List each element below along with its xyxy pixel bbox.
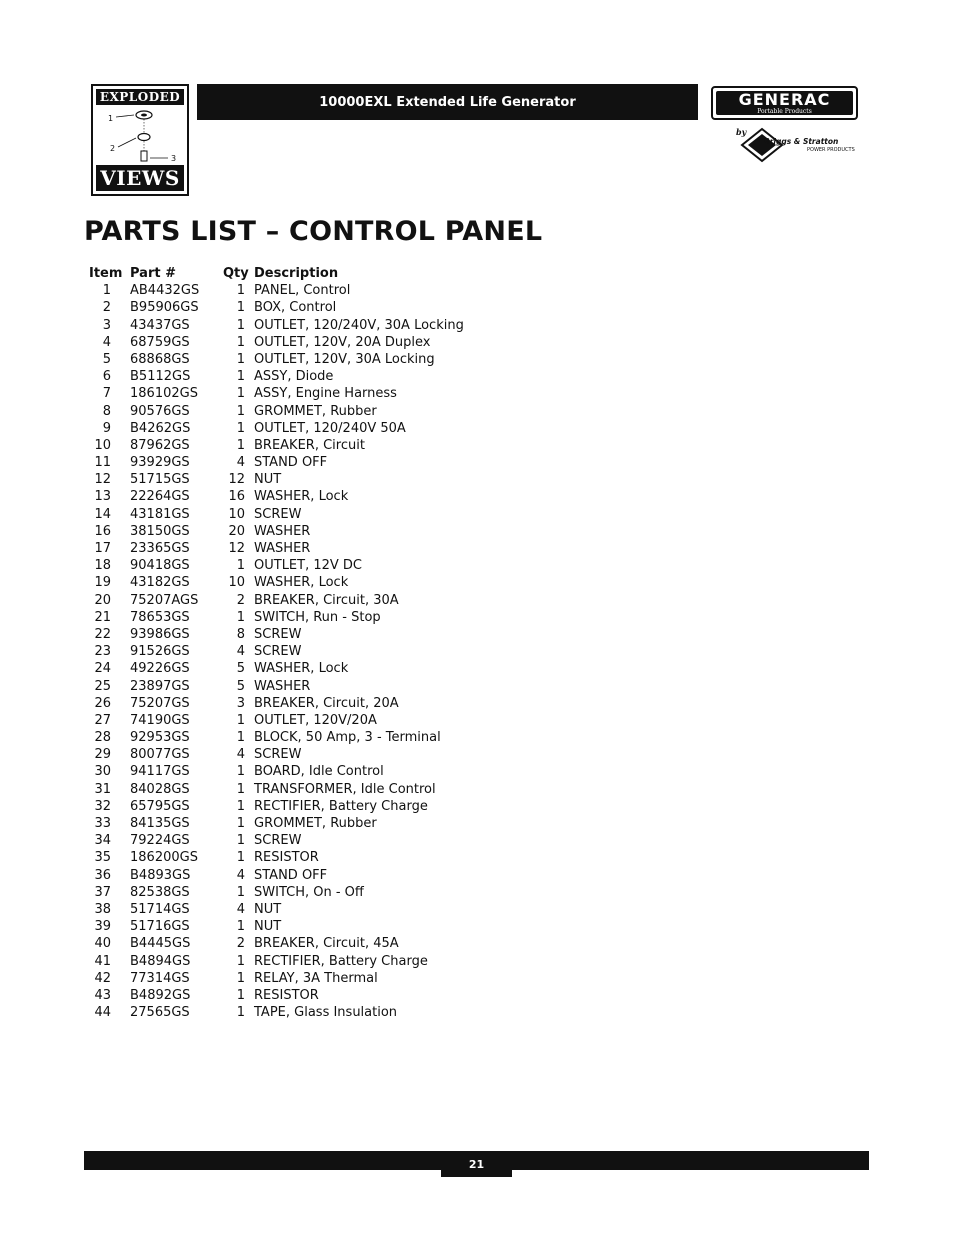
part-number: 94117GS <box>130 764 190 780</box>
part-number: B4445GS <box>130 936 191 952</box>
part-number: 43182GS <box>130 575 190 591</box>
badge-top-word: EXPLODED <box>96 89 184 105</box>
description: OUTLET, 120V/20A <box>254 712 377 728</box>
quantity: 1 <box>236 730 245 746</box>
exploded-diagram-icon <box>96 107 184 167</box>
description: BREAKER, Circuit <box>254 437 365 453</box>
item-number: 30 <box>94 764 111 780</box>
part-number: B95906GS <box>130 300 199 316</box>
item-number: 24 <box>94 661 111 677</box>
item-number: 18 <box>94 558 111 574</box>
item-number: 5 <box>102 351 111 367</box>
description: OUTLET, 120/240V, 30A Locking <box>254 317 464 333</box>
item-number: 27 <box>94 712 111 728</box>
part-number: 93929GS <box>130 455 190 471</box>
description: WASHER, Lock <box>254 661 349 677</box>
quantity: 1 <box>236 970 245 986</box>
description: WASHER <box>254 523 311 539</box>
item-number: 16 <box>94 523 111 539</box>
part-number: 43437GS <box>130 317 190 333</box>
quantity: 12 <box>228 541 245 556</box>
item-number: 13 <box>94 489 111 505</box>
item-number: 44 <box>94 1005 111 1021</box>
item-number: 34 <box>94 833 111 849</box>
quantity: 2 <box>236 592 245 608</box>
part-number: 51715GS <box>130 472 190 488</box>
item-number: 10 <box>94 437 111 453</box>
logo-sub: Portable Products <box>757 108 812 115</box>
description: ASSY, Engine Harness <box>254 386 397 402</box>
part-number: 75207GS <box>130 695 190 711</box>
part-number: 49226GS <box>130 661 190 677</box>
header-qty: Qty <box>223 266 249 281</box>
quantity: 1 <box>236 919 245 935</box>
quantity: 10 <box>228 506 245 522</box>
item-number: 4 <box>102 334 111 350</box>
quantity: 5 <box>236 678 245 694</box>
description: WASHER <box>254 678 311 694</box>
part-number: 51716GS <box>130 919 190 935</box>
item-number: 32 <box>94 798 111 814</box>
item-number: 42 <box>94 970 111 986</box>
part-number: 90418GS <box>130 558 190 574</box>
part-number: 93986GS <box>130 626 190 642</box>
quantity: 3 <box>236 695 245 711</box>
part-number: 186200GS <box>130 850 198 866</box>
item-number: 28 <box>94 730 111 746</box>
description: OUTLET, 12V DC <box>254 558 363 574</box>
quantity: 1 <box>236 798 245 814</box>
logo-by: by <box>736 127 747 137</box>
quantity: 1 <box>236 816 245 831</box>
item-number: 38 <box>94 901 111 917</box>
quantity: 1 <box>236 884 245 900</box>
description: BLOCK, 50 Amp, 3 - Terminal <box>254 730 441 746</box>
description: RECTIFIER, Battery Charge <box>254 953 428 969</box>
description: OUTLET, 120V, 30A Locking <box>254 351 435 367</box>
item-number: 43 <box>94 987 111 1003</box>
quantity: 1 <box>236 420 245 436</box>
description: SCREW <box>254 833 302 849</box>
item-number: 23 <box>94 644 111 660</box>
item-number: 14 <box>94 506 111 522</box>
description: SCREW <box>254 506 302 522</box>
part-number: 51714GS <box>130 901 190 917</box>
description: SCREW <box>254 626 302 642</box>
item-number: 31 <box>94 781 111 797</box>
part-number: 22264GS <box>130 489 190 505</box>
quantity: 1 <box>236 609 245 625</box>
callout-1: 1 <box>108 114 114 123</box>
part-number: 68759GS <box>130 334 190 350</box>
description: SCREW <box>254 644 302 660</box>
quantity: 1 <box>236 764 245 780</box>
page-title: PARTS LIST – CONTROL PANEL <box>84 216 543 247</box>
item-number: 21 <box>94 609 111 625</box>
description: STAND OFF <box>254 455 328 471</box>
part-number: B5112GS <box>130 369 191 385</box>
header-item: Item <box>89 266 123 281</box>
description: RECTIFIER, Battery Charge <box>254 798 428 814</box>
header-desc: Description <box>254 266 339 281</box>
header-title-bar <box>197 84 698 120</box>
part-number: 74190GS <box>130 712 190 728</box>
exploded-views-badge <box>91 84 189 196</box>
part-number: 77314GS <box>130 970 190 986</box>
description: SCREW <box>254 747 302 763</box>
item-number: 40 <box>94 936 111 952</box>
description: BOARD, Idle Control <box>254 764 384 780</box>
item-number: 25 <box>94 678 111 694</box>
item-number: 11 <box>94 455 111 471</box>
header-part: Part # <box>130 266 176 281</box>
callout-3: 3 <box>171 154 177 163</box>
description: GROMMET, Rubber <box>254 816 377 831</box>
description: SWITCH, On - Off <box>254 884 364 900</box>
logo-partner: Briggs & Stratton <box>764 137 839 146</box>
part-number: AB4432GS <box>130 283 200 299</box>
part-number: 65795GS <box>130 798 190 814</box>
description: SWITCH, Run - Stop <box>254 609 381 625</box>
description: NUT <box>254 472 282 488</box>
part-number: 23897GS <box>130 678 190 694</box>
logo-brand: GENERAC <box>738 90 831 109</box>
generac-logo <box>711 86 858 120</box>
item-number: 17 <box>94 541 111 556</box>
quantity: 1 <box>236 1005 245 1021</box>
page-number: 21 <box>468 1157 485 1171</box>
description: OUTLET, 120V, 20A Duplex <box>254 334 431 350</box>
part-number: 79224GS <box>130 833 190 849</box>
description: TRANSFORMER, Idle Control <box>254 781 436 797</box>
item-number: 37 <box>94 884 111 900</box>
description: TAPE, Glass Insulation <box>254 1005 398 1021</box>
item-number: 33 <box>94 816 111 831</box>
item-number: 20 <box>94 592 111 608</box>
page-number-tab <box>441 1151 512 1177</box>
quantity: 1 <box>236 781 245 797</box>
part-number: 43181GS <box>130 506 190 522</box>
quantity: 5 <box>236 661 245 677</box>
description: NUT <box>254 901 282 917</box>
part-number: 91526GS <box>130 644 190 660</box>
item-number: 35 <box>94 850 111 866</box>
description: STAND OFF <box>254 867 328 883</box>
quantity: 1 <box>236 437 245 453</box>
quantity: 1 <box>236 987 245 1003</box>
quantity: 1 <box>236 300 245 316</box>
description: RELAY, 3A Thermal <box>254 970 378 986</box>
description: BREAKER, Circuit, 30A <box>254 592 399 608</box>
quantity: 4 <box>236 901 245 917</box>
description: BREAKER, Circuit, 20A <box>254 695 399 711</box>
header-title: 10000EXL Extended Life Generator <box>319 94 576 110</box>
part-number: B4262GS <box>130 420 191 436</box>
item-number: 1 <box>102 283 111 299</box>
item-number: 36 <box>94 867 111 883</box>
part-number: 82538GS <box>130 884 190 900</box>
part-number: 38150GS <box>130 523 190 539</box>
part-number: 84028GS <box>130 781 190 797</box>
quantity: 8 <box>236 626 245 642</box>
description: WASHER, Lock <box>254 489 349 505</box>
quantity: 1 <box>236 317 245 333</box>
part-number: B4892GS <box>130 987 191 1003</box>
item-number: 12 <box>94 472 111 488</box>
part-number: 84135GS <box>130 816 190 831</box>
quantity: 1 <box>236 953 245 969</box>
quantity: 1 <box>236 283 245 299</box>
quantity: 1 <box>236 386 245 402</box>
part-number: 78653GS <box>130 609 190 625</box>
description: GROMMET, Rubber <box>254 403 377 419</box>
description: PANEL, Control <box>254 283 351 299</box>
description: WASHER <box>254 541 311 556</box>
part-number: B4894GS <box>130 953 191 969</box>
description: RESISTOR <box>254 987 319 1003</box>
quantity: 12 <box>228 472 245 488</box>
part-number: 27565GS <box>130 1005 190 1021</box>
quantity: 4 <box>236 644 245 660</box>
badge-bottom-word: VIEWS <box>96 165 184 191</box>
item-number: 7 <box>102 386 111 402</box>
callout-2: 2 <box>110 144 116 153</box>
description: BOX, Control <box>254 300 337 316</box>
description: NUT <box>254 919 282 935</box>
description: WASHER, Lock <box>254 575 349 591</box>
item-number: 39 <box>94 919 111 935</box>
item-number: 26 <box>94 695 111 711</box>
part-number: 186102GS <box>130 386 198 402</box>
quantity: 16 <box>228 489 245 505</box>
item-number: 2 <box>102 300 111 316</box>
quantity: 1 <box>236 351 245 367</box>
item-number: 41 <box>94 953 111 969</box>
part-number: B4893GS <box>130 867 191 883</box>
quantity: 1 <box>236 334 245 350</box>
part-number: 68868GS <box>130 351 190 367</box>
item-number: 6 <box>102 369 111 385</box>
quantity: 1 <box>236 403 245 419</box>
quantity: 1 <box>236 558 245 574</box>
logo-partner-sub: POWER PRODUCTS <box>807 147 855 153</box>
quantity: 20 <box>228 523 245 539</box>
description: RESISTOR <box>254 850 319 866</box>
item-number: 29 <box>94 747 111 763</box>
part-number: 90576GS <box>130 403 190 419</box>
quantity: 1 <box>236 850 245 866</box>
quantity: 1 <box>236 833 245 849</box>
part-number: 87962GS <box>130 437 190 453</box>
part-number: 75207AGS <box>130 592 199 608</box>
quantity: 1 <box>236 712 245 728</box>
item-number: 8 <box>102 403 111 419</box>
item-number: 19 <box>94 575 111 591</box>
item-number: 9 <box>102 420 111 436</box>
quantity: 2 <box>236 936 245 952</box>
quantity: 4 <box>236 867 245 883</box>
description: OUTLET, 120/240V 50A <box>254 420 406 436</box>
quantity: 4 <box>236 455 245 471</box>
description: ASSY, Diode <box>254 369 334 385</box>
part-number: 80077GS <box>130 747 190 763</box>
item-number: 22 <box>94 626 111 642</box>
part-number: 23365GS <box>130 541 190 556</box>
description: BREAKER, Circuit, 45A <box>254 936 399 952</box>
item-number: 3 <box>102 317 111 333</box>
quantity: 4 <box>236 747 245 763</box>
quantity: 10 <box>228 575 245 591</box>
quantity: 1 <box>236 369 245 385</box>
part-number: 92953GS <box>130 730 190 746</box>
